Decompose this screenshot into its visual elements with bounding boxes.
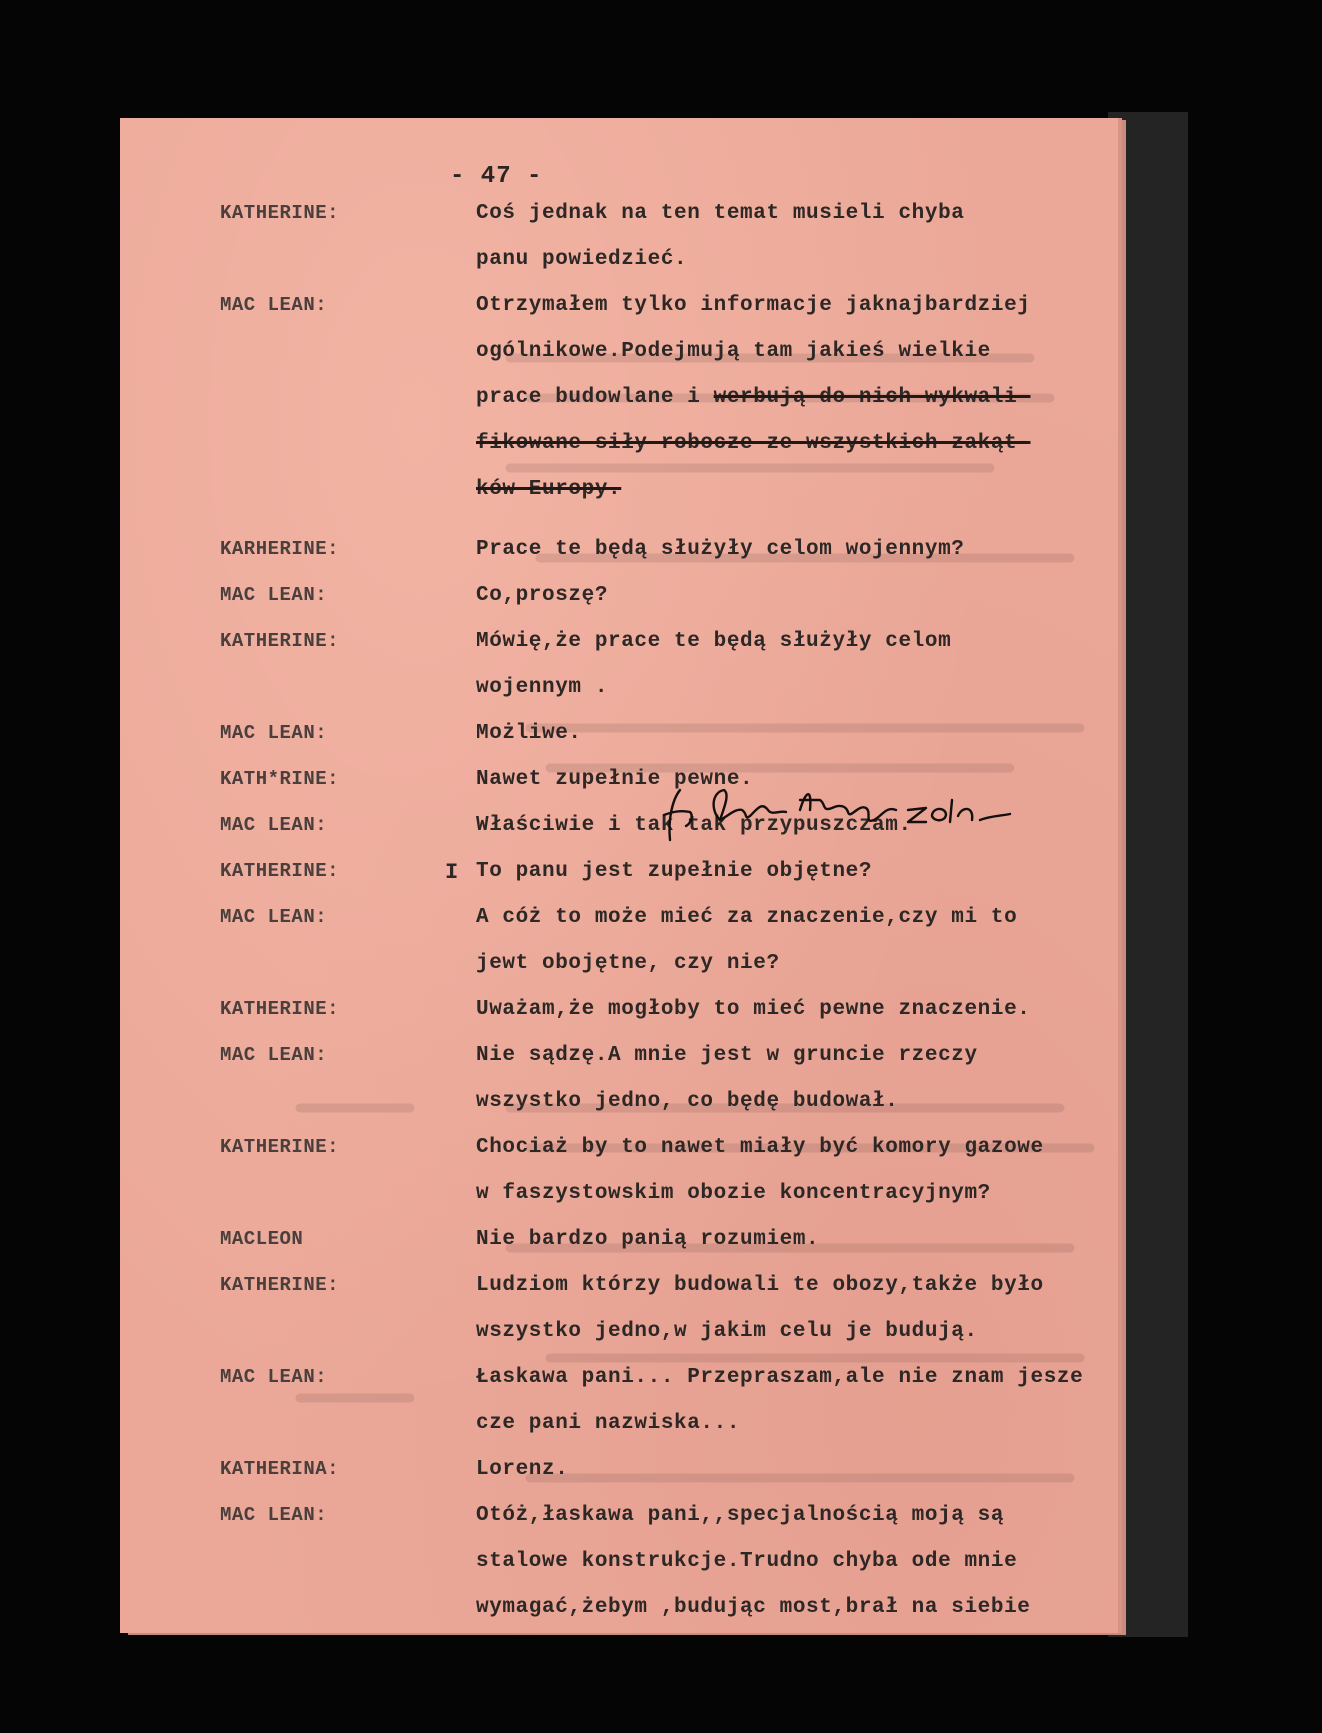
margin-mark: I bbox=[445, 860, 459, 885]
dialogue-text: stalowe konstrukcje.Trudno chyba ode mnie bbox=[476, 1550, 1018, 1573]
dialogue-text: Chociaż by to nawet miały być komory gazowe bbox=[476, 1136, 1044, 1159]
speaker-name: MAC LEAN: bbox=[220, 294, 328, 316]
speaker-name: MAC LEAN: bbox=[220, 1504, 328, 1526]
dialogue-text: Co,proszę? bbox=[476, 584, 609, 607]
dialogue-text: Otóż,łaskawa pani,,specjalnością moją są bbox=[476, 1504, 1005, 1527]
dialogue-line bbox=[120, 676, 1118, 716]
speaker-name: MAC LEAN: bbox=[220, 722, 328, 744]
dialogue-line bbox=[120, 1090, 1118, 1130]
dialogue-line bbox=[120, 1596, 1118, 1633]
dialogue-text bbox=[476, 386, 1031, 409]
dialogue-text: Ludziom którzy budowali te obozy,także było bbox=[476, 1274, 1044, 1297]
dialogue-text: Uważam,że mogłoby to mieć pewne znaczenie. bbox=[476, 998, 1031, 1021]
struck-text-part: werbują do nich wykwali- bbox=[713, 386, 1031, 409]
typescript-page bbox=[120, 118, 1118, 1633]
speaker-name: KARHERINE: bbox=[220, 538, 340, 560]
speaker-name: KATHERINE: bbox=[220, 1274, 340, 1296]
speaker-name: MAC LEAN: bbox=[220, 814, 328, 836]
dialogue-text: wszystko jedno, co będę budował. bbox=[476, 1090, 899, 1113]
speaker-name: KATHERINA: bbox=[220, 1458, 340, 1480]
dialogue-text: Nie bardzo panią rozumiem. bbox=[476, 1228, 820, 1251]
dialogue-line bbox=[120, 1366, 1118, 1406]
dialogue-line bbox=[120, 998, 1118, 1038]
dialogue-text: ków Europy. bbox=[476, 478, 622, 501]
dialogue-line bbox=[120, 722, 1118, 762]
handwritten-annotation bbox=[650, 780, 1030, 850]
dialogue-text: ogólnikowe.Podejmują tam jakieś wielkie bbox=[476, 340, 991, 363]
dialogue-text: jewt obojętne, czy nie? bbox=[476, 952, 780, 975]
dialogue-line bbox=[120, 202, 1118, 242]
speaker-name: MAC LEAN: bbox=[220, 1044, 328, 1066]
dialogue-text: w faszystowskim obozie koncentracyjnym? bbox=[476, 1182, 991, 1205]
dialogue-line bbox=[120, 630, 1118, 670]
dialogue-text: Otrzymałem tylko informacje jaknajbardziej bbox=[476, 294, 1031, 317]
dialogue-line bbox=[120, 1182, 1118, 1222]
dialogue-text-part: prace budowlane i bbox=[476, 386, 714, 409]
dialogue-line bbox=[120, 538, 1118, 578]
speaker-name: MAC LEAN: bbox=[220, 1366, 328, 1388]
dialogue-line bbox=[120, 1274, 1118, 1314]
dialogue-text: Coś jednak na ten temat musieli chyba bbox=[476, 202, 965, 225]
dialogue-text: cze pani nazwiska... bbox=[476, 1412, 741, 1435]
dialogue-line bbox=[120, 1228, 1118, 1268]
dialogue-text: Łaskawa pani... Przepraszam,ale nie znam jesze bbox=[476, 1366, 1084, 1389]
speaker-name: MACLEON bbox=[220, 1228, 304, 1250]
dialogue-text: Właściwie i tak tak przypuszczam. bbox=[476, 814, 912, 837]
dialogue-text: fikowane siły robocze ze wszystkich zakąt- bbox=[476, 432, 1031, 455]
dialogue-line bbox=[120, 1550, 1118, 1590]
dialogue-line bbox=[120, 478, 1118, 518]
dialogue-line bbox=[120, 432, 1118, 472]
dialogue-text: Nawet zupełnie pewne. bbox=[476, 768, 754, 791]
speaker-name: MAC LEAN: bbox=[220, 584, 328, 606]
speaker-name: KATHERINE: bbox=[220, 998, 340, 1020]
dialogue-text: panu powiedzieć. bbox=[476, 248, 688, 271]
speaker-name: KATHERINE: bbox=[220, 202, 340, 224]
dialogue-text: wymagać,żebym ,budując most,brał na siebie bbox=[476, 1596, 1031, 1619]
dialogue-line bbox=[120, 584, 1118, 624]
binder-edge bbox=[1108, 112, 1188, 1637]
dialogue-text: Nie sądzę.A mnie jest w gruncie rzeczy bbox=[476, 1044, 978, 1067]
dialogue-text: To panu jest zupełnie objętne? bbox=[476, 860, 873, 883]
dialogue-line bbox=[120, 340, 1118, 380]
dialogue-line bbox=[120, 1504, 1118, 1544]
dialogue-text: A cóż to może mieć za znaczenie,czy mi to bbox=[476, 906, 1018, 929]
dialogue-line bbox=[120, 1136, 1118, 1176]
dialogue-line bbox=[120, 1320, 1118, 1360]
dialogue-line bbox=[120, 860, 1118, 900]
speaker-name: KATHERINE: bbox=[220, 630, 340, 652]
dialogue-line bbox=[120, 386, 1118, 426]
speaker-name: KATHERINE: bbox=[220, 1136, 340, 1158]
speaker-name: KATH*RINE: bbox=[220, 768, 340, 790]
page-number: - 47 - bbox=[450, 163, 543, 190]
speaker-name: MAC LEAN: bbox=[220, 906, 328, 928]
dialogue-line bbox=[120, 294, 1118, 334]
dialogue-text: Lorenz. bbox=[476, 1458, 569, 1481]
speaker-name: KATHERINE: bbox=[220, 860, 340, 882]
dialogue-text: Możliwe. bbox=[476, 722, 582, 745]
dialogue-line bbox=[120, 1458, 1118, 1498]
dialogue-text: Prace te będą służyły celom wojennym? bbox=[476, 538, 965, 561]
dialogue-text: Mówię,że prace te będą służyły celom bbox=[476, 630, 952, 653]
dialogue-line bbox=[120, 248, 1118, 288]
dialogue-text: wszystko jedno,w jakim celu je budują. bbox=[476, 1320, 978, 1343]
dialogue-line bbox=[120, 1044, 1118, 1084]
dialogue-line bbox=[120, 1412, 1118, 1452]
dialogue-text: wojennym . bbox=[476, 676, 609, 699]
dialogue-line bbox=[120, 906, 1118, 946]
dialogue-line bbox=[120, 952, 1118, 992]
